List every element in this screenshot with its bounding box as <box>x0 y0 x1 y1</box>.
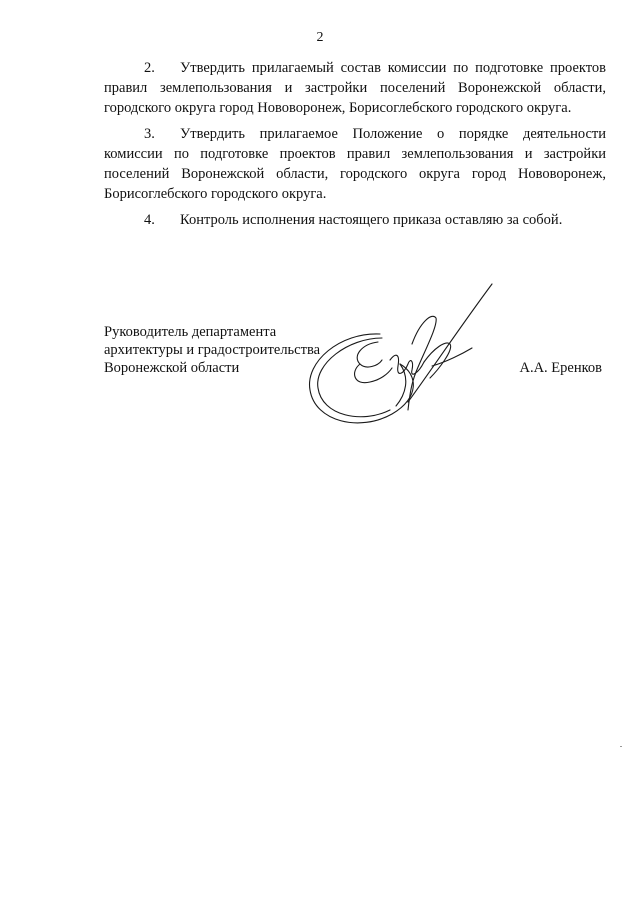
signatory-name: А.А. Еренков <box>519 360 602 376</box>
document-body <box>104 58 606 236</box>
paragraph-2 <box>104 58 606 118</box>
position-line: архитектуры и градостроительства <box>104 342 321 358</box>
paragraph-text: Утвердить прилагаемое Положение о порядке деятельности комиссии по подготовке проектов правил землепользования и застройки поселений Воронежской области, городского округа город Нововоронеж, Борисоглебского городского округа. <box>104 126 606 202</box>
paragraph-text: Контроль исполнения настоящего приказа оставляю за собой. <box>180 212 563 228</box>
scan-artifact <box>620 746 622 747</box>
position-line: Руководитель департамента <box>104 324 277 340</box>
position-line: Воронежской области <box>104 360 240 376</box>
paragraph-number: 4. <box>144 212 155 228</box>
paragraph-text: Утвердить прилагаемый состав комиссии по подготовке проектов правил землепользования и застройки поселений Воронежской области, городского округа город Нововоронеж, Борисоглебского городского округа. <box>104 60 606 116</box>
paragraph-number: 3. <box>144 126 155 142</box>
paragraph-number: 2. <box>144 60 155 76</box>
paragraph-3 <box>104 124 606 204</box>
paragraph-4 <box>104 210 606 230</box>
page-number: 2 <box>316 30 324 45</box>
